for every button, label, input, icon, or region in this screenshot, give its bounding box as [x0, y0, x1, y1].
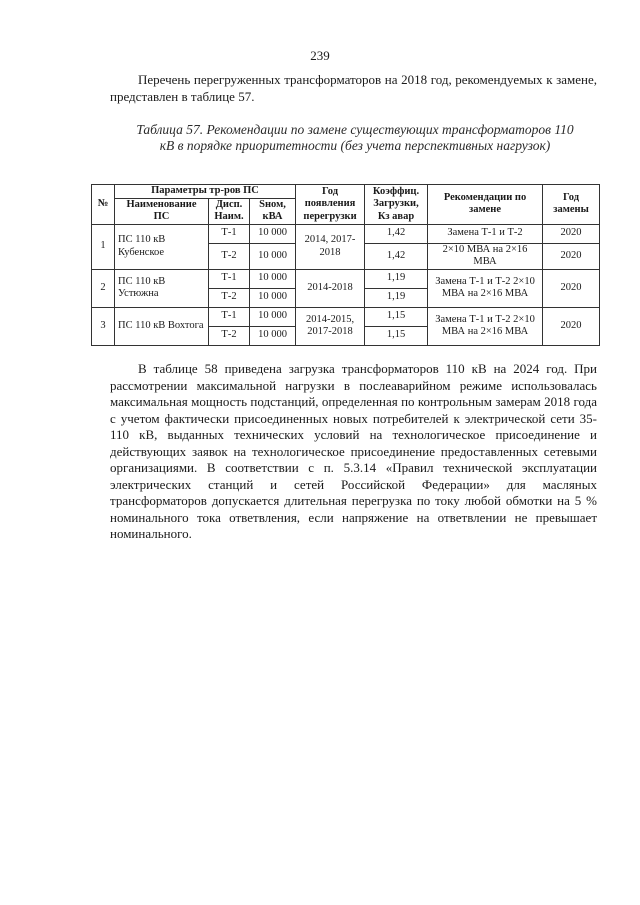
- cell-snom: 10 000: [250, 288, 296, 307]
- cell-rec: Замена Т-1 и Т-2: [428, 224, 543, 243]
- table-header-row: [92, 185, 600, 199]
- header-coef: Коэффиц. Загрузки, Кз авар: [365, 185, 428, 225]
- cell-disp: Т-2: [209, 288, 250, 307]
- cell-num: 1: [92, 224, 115, 269]
- header-year: Год появления перегрузки: [296, 185, 365, 225]
- table-caption-line1: Таблица 57. Рекомендации по замене существующих трансформаторов 110: [136, 122, 574, 137]
- cell-repl-year: 2020: [543, 269, 600, 307]
- header-rec: Рекомендации по замене: [428, 185, 543, 225]
- header-name: Наименование ПС: [115, 198, 209, 224]
- cell-snom: 10 000: [250, 307, 296, 326]
- cell-coef: 1,15: [365, 326, 428, 345]
- cell-name: ПС 110 кВ Устюжна: [115, 269, 209, 307]
- cell-rec: 2×10 МВА на 2×16 МВА: [428, 243, 543, 269]
- cell-rec: Замена Т-1 и Т-2 2×10 МВА на 2×16 МВА: [428, 307, 543, 345]
- intro-paragraph: Перечень перегруженных трансформаторов на 2018 год, рекомендуемых к замене, представлен в таблице 57.: [110, 72, 597, 104]
- cell-disp: Т-1: [209, 269, 250, 288]
- table-row: [92, 269, 600, 288]
- cell-repl-year: 2020: [543, 307, 600, 345]
- cell-snom: 10 000: [250, 326, 296, 345]
- body-paragraph: В таблице 58 приведена загрузка трансформаторов 110 кВ на 2024 год. При рассмотрении максимальной нагрузки в послеаварийном режиме использовалась максимальная мощность подстанций, определенная по контрольным замерам 2018 года с учетом фактически присоединенных новых потребителей к электрической сети 35-110 кВ, выданных технических условий на технологическое присоединение и действующих заявок на технологическое присоединение предоставленных сетевыми организациями. В соответствии с п. 5.3.14 «Правил технической эксплуатации электрических станций и сетей Российской Федерации» для масляных трансформаторов допускается длительная перегрузка по току любой обмотки на 5 % номинального тока ответвления, если напряжение на ответвлении не превышает номинального.: [110, 361, 597, 541]
- header-num: №: [92, 185, 115, 225]
- cell-name: ПС 110 кВ Вохтога: [115, 307, 209, 345]
- cell-num: 2: [92, 269, 115, 307]
- cell-disp: Т-1: [209, 224, 250, 243]
- header-disp: Дисп. Наим.: [209, 198, 250, 224]
- cell-disp: Т-1: [209, 307, 250, 326]
- cell-coef: 1,19: [365, 269, 428, 288]
- cell-num: 3: [92, 307, 115, 345]
- cell-coef: 1,42: [365, 224, 428, 243]
- page-number: 239: [310, 48, 330, 63]
- cell-repl-year: 2020: [543, 224, 600, 243]
- cell-coef: 1,42: [365, 243, 428, 269]
- header-params-group: Параметры тр-ров ПС: [115, 185, 296, 199]
- cell-snom: 10 000: [250, 243, 296, 269]
- cell-name: ПС 110 кВ Кубенское: [115, 224, 209, 269]
- table-row: [92, 307, 600, 326]
- cell-coef: 1,19: [365, 288, 428, 307]
- header-snom: Sном, кВА: [250, 198, 296, 224]
- table-caption: [100, 122, 610, 154]
- cell-year: 2014-2015, 2017-2018: [296, 307, 365, 345]
- cell-snom: 10 000: [250, 269, 296, 288]
- cell-disp: Т-2: [209, 243, 250, 269]
- cell-snom: 10 000: [250, 224, 296, 243]
- cell-year: 2014, 2017-2018: [296, 224, 365, 269]
- table-caption-line2: кВ в порядке приоритетности (без учета перспективных нагрузок): [159, 138, 551, 153]
- cell-repl-year: 2020: [543, 243, 600, 269]
- cell-coef: 1,15: [365, 307, 428, 326]
- cell-rec: Замена Т-1 и Т-2 2×10 МВА на 2×16 МВА: [428, 269, 543, 307]
- cell-year: 2014-2018: [296, 269, 365, 307]
- table-row: [92, 224, 600, 243]
- cell-disp: Т-2: [209, 326, 250, 345]
- header-repl-year: Год замены: [543, 185, 600, 225]
- recommendations-table: [91, 184, 600, 346]
